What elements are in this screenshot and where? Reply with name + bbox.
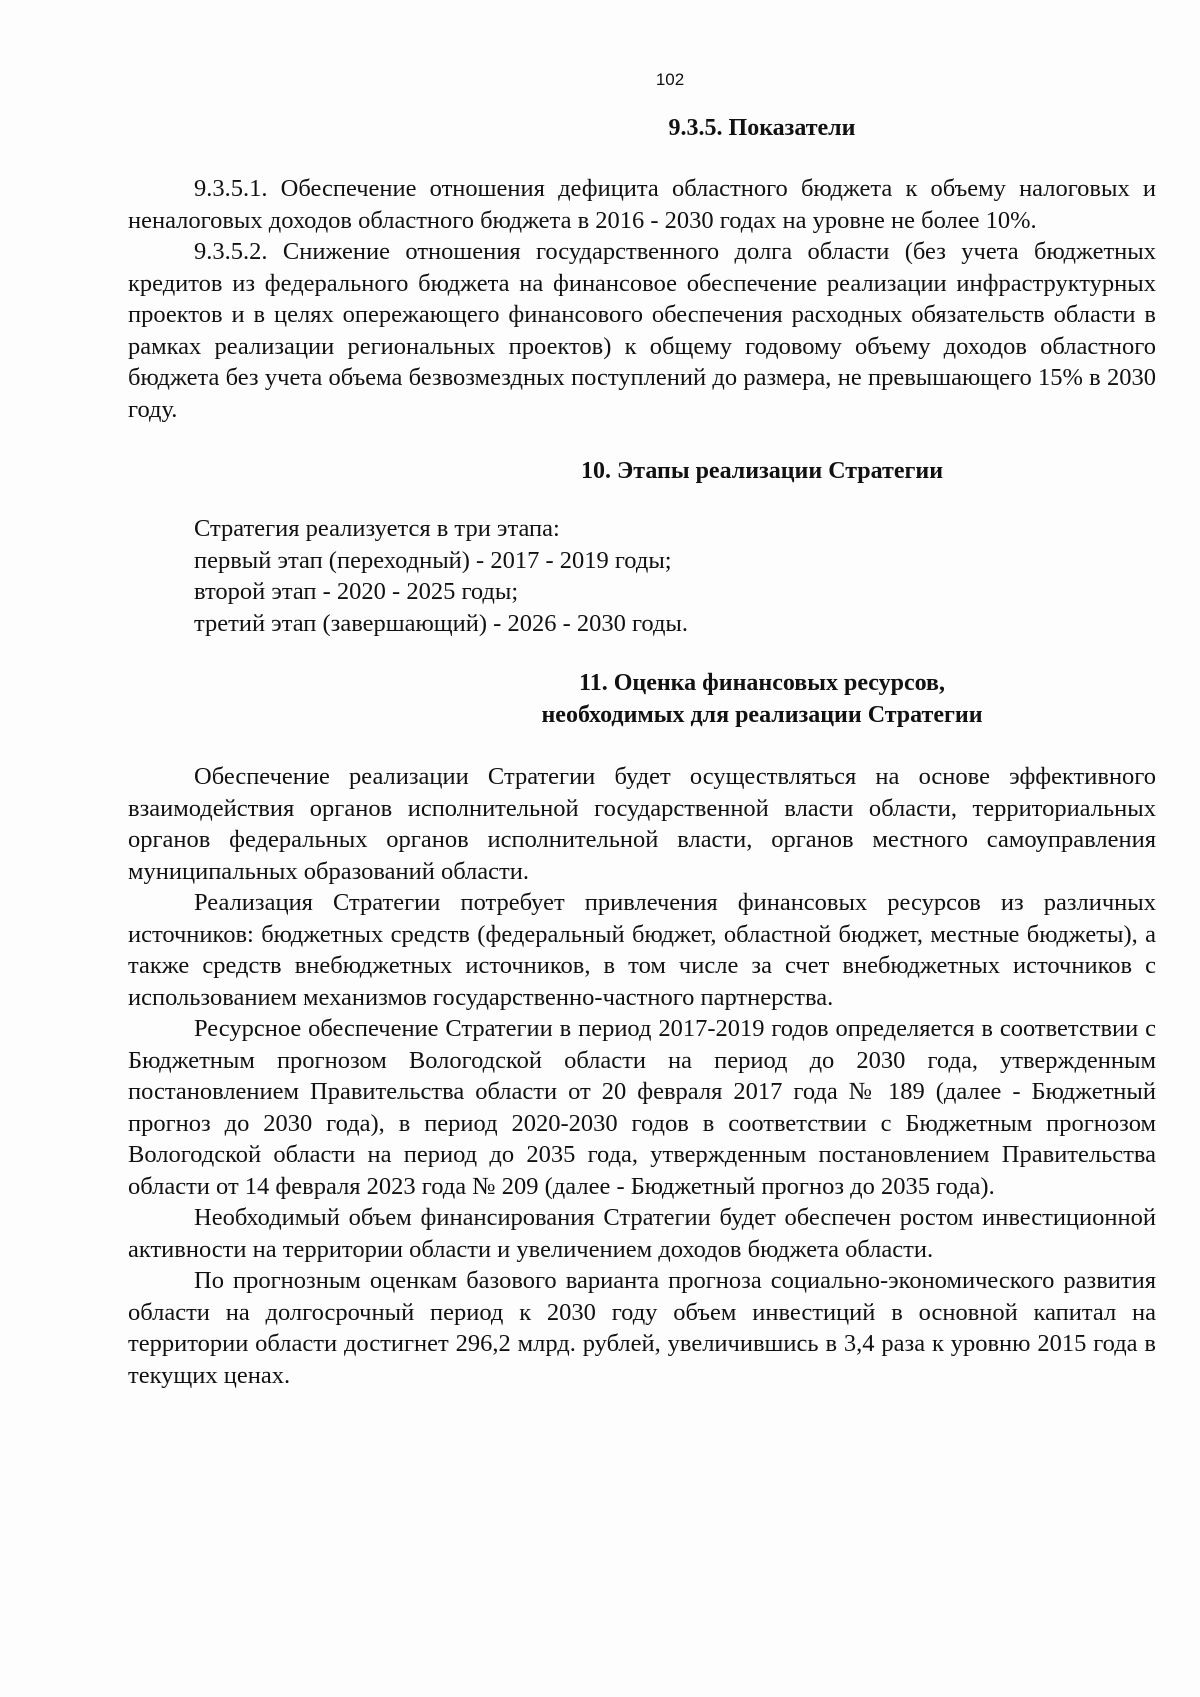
section-11-heading-line2: необходимых для реализации Стратегии (541, 702, 983, 728)
paragraph-11-4: Необходимый объем финансирования Стратегии будет обеспечен ростом инвестиционной активности на территории области и увеличением доходов бюджета области. (128, 1204, 1156, 1263)
paragraph-11-5: По прогнозным оценкам базового варианта прогноза социально-экономического развития области на долгосрочный период к 2030 году объем инвестиций в основной капитал на территории области достигнет 296,2 млрд. рублей, увеличившись в 3,4 раза к уровню 2015 года в текущих ценах. (128, 1267, 1156, 1389)
section-11-heading-line1: 11. Оценка финансовых ресурсов, (579, 670, 945, 696)
paragraph-11-3: Ресурсное обеспечение Стратегии в период 2017-2019 годов определяется в соответствии с Бюджетным прогнозом Вологодской области на период до 2030 года, утвержденным постановлением Правительства области от 20 февраля 2017 года № 189 (далее - Бюджетный прогноз до 2030 года), в период 2020-2030 годов в соответствии с Бюджетным прогнозом Вологодской области на период до 2035 года, утвержденным постановлением Правительства области от 14 февраля 2023 года № 209 (далее - Бюджетный прогноз до 2035 года). (128, 1015, 1156, 1200)
section-9-3-5-heading: 9.3.5. Показатели (668, 115, 856, 141)
page-number: 102 (655, 70, 685, 89)
paragraph-11-2: Реализация Стратегии потребует привлечения финансовых ресурсов из различных источников: бюджетных средств (федеральный бюджет, областной бюджет, местные бюджеты), а также средств внебюджетных источников, в том числе за счет внебюджетных источников с использованием механизмов государственно-частного партнерства. (128, 889, 1156, 1011)
page-content (128, 112, 1156, 1391)
paragraph-9-3-5-2: 9.3.5.2. Снижение отношения государственного долга области (без учета бюджетных кредитов из федерального бюджета на финансовое обеспечение реализации инфраструктурных проектов и в целях опережающего финансового обеспечения расходных обязательств области в рамках реализации региональных проектов) к общему годовому объему доходов областного бюджета без учета объема безвозмездных поступлений до размера, не превышающего 15% в 2030 году. (128, 238, 1156, 423)
stages-intro: Стратегия реализуется в три этапа: (194, 515, 560, 542)
stage-2: второй этап - 2020 - 2025 годы; (194, 578, 519, 605)
paragraph-9-3-5-1: 9.3.5.1. Обеспечение отношения дефицита областного бюджета к объему налоговых и неналоговых доходов областного бюджета в 2016 - 2030 годах на уровне не более 10%. (128, 175, 1156, 234)
paragraph-11-1: Обеспечение реализации Стратегии будет осуществляться на основе эффективного взаимодействия органов исполнительной государственной власти области, территориальных органов федеральных органов исполнительной власти, органов местного самоуправления муниципальных образований области. (128, 763, 1156, 885)
stage-3: третий этап (завершающий) - 2026 - 2030 годы. (194, 609, 689, 637)
section-10-heading: 10. Этапы реализации Стратегии (580, 458, 944, 484)
stage-1: первый этап (переходный) - 2017 - 2019 годы; (194, 546, 672, 574)
